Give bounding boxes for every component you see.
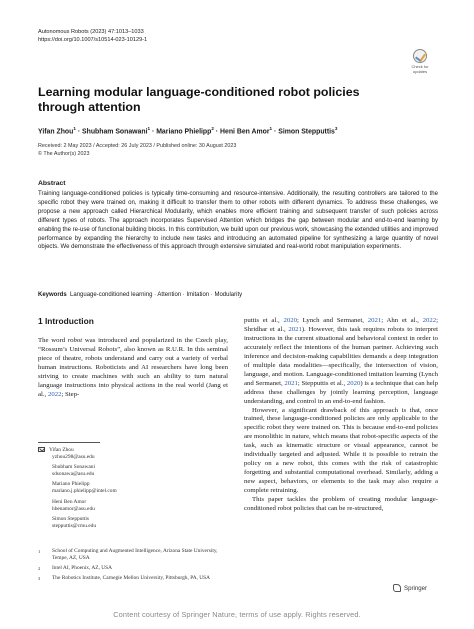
contact-name: Shubham Sonawani (52, 464, 95, 471)
affiliation-text: School of Computing and Augmented Intelligence, Arizona State University, Tempe, AZ, USA (52, 548, 218, 562)
journal-citation: Autonomous Robots (2023) 47:1013–1033 (38, 29, 144, 35)
contact-entry (38, 499, 228, 513)
envelope-icon (38, 447, 45, 452)
copyright-footer: Content courtesy of Springer Nature, terms of use apply. Rights reserved. (113, 610, 361, 619)
section-heading: 1 Introduction (38, 316, 94, 326)
affiliation-list (38, 548, 228, 585)
footnote-divider (38, 442, 100, 443)
doi-link[interactable]: https://doi.org/10.1007/s10514-023-10129-1 (38, 37, 148, 43)
citation-link[interactable]: 2022 (47, 390, 62, 398)
check-for-updates-label: Check for updates (411, 64, 429, 74)
intro-paragraph: The word robot was introduced and popularized in the Czech play, “Rossum’s Universal Robots”, also known as R.U.R. In this seminal piece of theatre, robots understand and carry out a variety of verbal human instructions. Roboticists and AI researchers have long been striving to create machines with such an ability to turn natural language instructions into physical actions in the real world (Jang et al., 2022; Step- (38, 337, 228, 398)
contact-name: Heni Ben Amor (52, 498, 87, 505)
author-affiliation-marker: 1 (147, 126, 151, 131)
contact-name: Mariano Phielipp (52, 481, 90, 488)
author-affiliation-marker: 2 (211, 126, 214, 131)
publication-dates (38, 143, 236, 158)
author-name: Mariano Phielipp (156, 128, 212, 136)
affiliation-number: 3 (38, 576, 41, 582)
abstract-text: Training language-conditioned policies is typically time-consuming and resource-intensive. Additionally, the resulting controllers are tailored to the specific robot they were trained on, making it difficult to transfer them to other robots with different dynamics. To address these challenges, we propose a new approach called Hierarchical Modularity, which enables more efficient training and subsequent transfer of such policies across different types of robots. The approach incorporates Supervised Attention which bridges the gap between modular and end-to-end learning by enabling the re-use of functional building blocks. In this contribution, we build upon our previous work, showcasing the extended utilities and improved performance by expanding the hierarchy to include new tasks and introducing an automated pipeline for synthesizing a large quantity of novel objects. We demonstrate the effectiveness of this approach through extensive simulated and real-world robot manipulation experiments. (38, 191, 439, 251)
check-for-updates-badge[interactable] (408, 49, 432, 74)
contact-email[interactable]: mariano.j.phielipp@intel.com (52, 488, 117, 495)
author-name: Simon Stepputtis (278, 128, 335, 136)
intro-paragraph: However, a significant drawback of this approach is that, once trained, these language-conditioned policies are only applicable to the specific robot they were trained on. This is because end-to-end policies are monolithic in nature, which means that robot-specific aspects of the task, such as kinematic structure or visual appearance, cannot be individually targeted and adjusted. While it is possible to retrain the policy on a new robot, this comes with the risk of catastrophic forgetting and substantial computational overhead. Similarly, adding a new aspect, behaviors, or elements to the task may also require a complete retraining. (244, 406, 438, 495)
affiliation-text: The Robotics Institute, Carnegie Mellon University, Pittsburgh, PA, USA (52, 575, 211, 582)
citation-link[interactable]: 2022 (422, 317, 437, 324)
journal-header (38, 28, 147, 44)
author-affiliation-marker: 3 (334, 126, 338, 131)
keywords-line (38, 292, 242, 298)
citation-link[interactable]: 2021 (284, 379, 298, 387)
affiliation-entry (38, 548, 228, 562)
author-affiliation-marker: 1 (269, 126, 273, 131)
citation-link[interactable]: 2021 (288, 325, 302, 333)
right-column (244, 317, 438, 514)
contact-name: Yifan Zhou (49, 447, 74, 453)
contact-list (38, 447, 228, 533)
citation-link[interactable]: 2021 (367, 317, 382, 324)
publisher-logo (393, 584, 427, 592)
received-accepted-published: Received: 2 May 2023 / Accepted: 26 July 2023 / Published online: 30 August 2023 (38, 143, 237, 149)
keywords-label: Keywords (38, 292, 67, 298)
author-name: Yifan Zhou (38, 128, 74, 136)
check-for-updates-icon (413, 49, 427, 63)
citation-link[interactable]: 2020 (283, 317, 297, 324)
contact-entry (38, 481, 228, 495)
publisher-name: Springer (404, 584, 428, 592)
author-list: Yifan Zhou$^1$ · Shubham Sonawani$^1$ · Mariano Phielipp$^2$ · Heni Ben Amor$^1$ · Simon Stepputtis$^3$ (38, 126, 338, 136)
abstract-heading: Abstract (38, 180, 66, 187)
contact-email[interactable]: yzhou298@asu.edu (52, 454, 95, 461)
contact-name: Simon Stepputtis (52, 515, 89, 522)
contact-entry (38, 464, 228, 478)
contact-email[interactable]: sdsonawa@asu.edu (52, 471, 95, 478)
intro-paragraph: puttis et al., 2020; Lynch and Sermanet, 2021; Ahn et al., 2022; Shridhar et al., 2021). However, this task requires robots to interpret instructions in the current situational and behavioral context in order to accurately reflect the intentions of the human partner. Achieving such inference and decision-making capabilities demands a deep integration of multiple data modalities—specifically, the intersection of vision, language, and motion. Language-conditioned imitation learning (Lynch and Sermanet, 2021; Stepputtis et al., 2020) is a technique that can help address these challenges by jointly learning perception, language understanding, and control in an end-to-end fashion. (244, 317, 439, 405)
intro-paragraph: This paper tackles the problem of creating modular language-conditioned robot policies that can be re-structured, (244, 496, 438, 513)
author-name: Shubham Sonawani (82, 128, 148, 136)
author-affiliation-marker: 1 (73, 126, 76, 131)
springer-horse-icon (393, 584, 401, 592)
affiliation-text: Intel AI, Phoenix, AZ, USA (52, 565, 113, 572)
affiliation-number: 1 (38, 549, 41, 554)
left-column (38, 337, 228, 400)
affiliation-number: 2 (38, 566, 41, 572)
copyright-line: © The Author(s) 2023 (38, 150, 90, 157)
paper-title: Learning modular language-conditioned robot policies through attention (38, 85, 360, 114)
contact-entry (38, 447, 228, 461)
keywords-text: Language-conditioned learning · Attention · Imitation · Modularity (70, 292, 243, 298)
contact-entry (38, 516, 228, 530)
affiliation-entry (38, 565, 228, 572)
contact-email[interactable]: stepputtis@cmu.edu (52, 522, 97, 529)
contact-email[interactable]: hbenamor@asu.edu (52, 505, 95, 512)
affiliation-entry (38, 575, 228, 582)
author-name: Heni Ben Amor (220, 128, 270, 136)
citation-link[interactable]: 2020 (346, 379, 361, 387)
